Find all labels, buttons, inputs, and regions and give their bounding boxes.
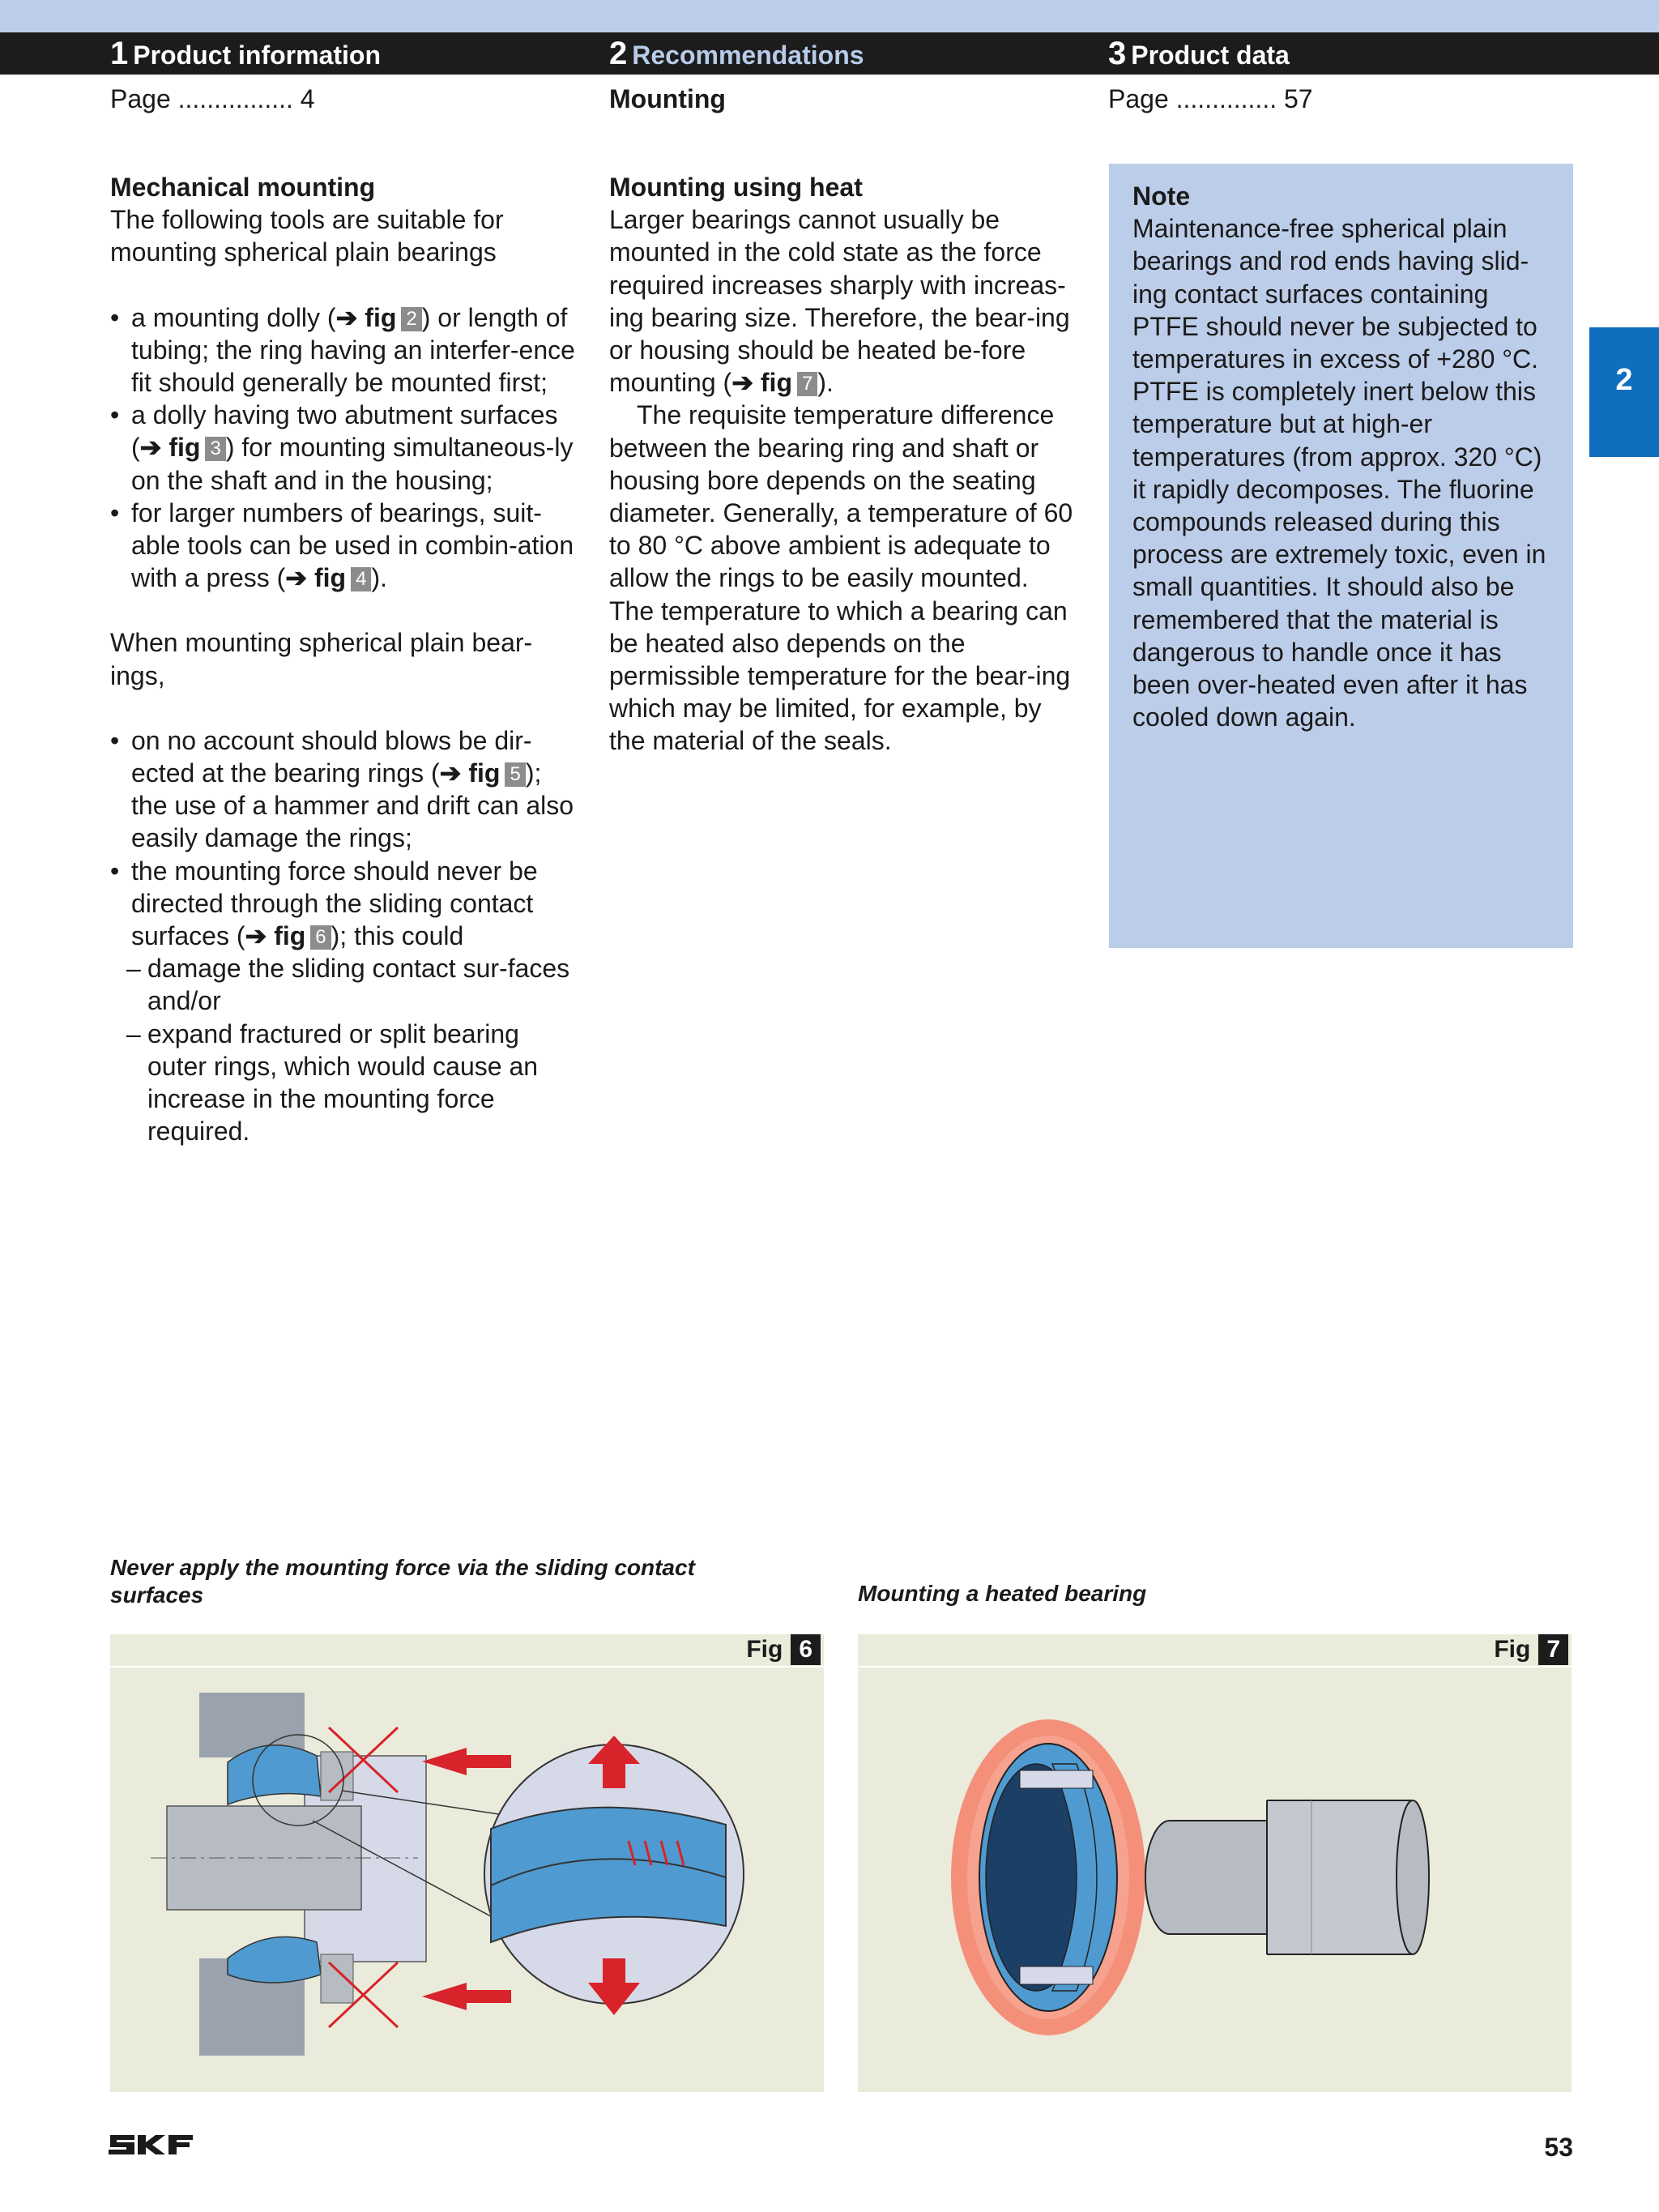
sub-list-item: – damage the sliding contact sur-faces and/or [126, 954, 570, 1016]
figure-reference-link[interactable]: ➔ fig [335, 302, 397, 332]
tab-number: 2 [609, 36, 628, 71]
tab-recommendations[interactable] [609, 32, 864, 75]
fig7-illustration [858, 1634, 1572, 2092]
figure-number-badge: 5 [505, 762, 525, 787]
figure-number-badge: 4 [351, 567, 371, 591]
tab-number: 1 [110, 36, 129, 71]
tab-number: 3 [1108, 36, 1127, 71]
force-arrow-icon [422, 1748, 467, 1775]
heading-mechanical-mounting: Mechanical mounting [110, 173, 376, 202]
intro-text: The following tools are suitable for mounting spherical plain bearings [110, 205, 504, 267]
figure-reference-link[interactable]: ➔ fig [139, 433, 201, 463]
section-tab-marker[interactable]: 2 [1589, 327, 1659, 457]
note-title: Note [1132, 181, 1191, 211]
top-color-band [0, 0, 1659, 32]
column-mounting-using-heat [609, 171, 1079, 758]
page-reference-product-data[interactable]: Page .............. 57 [1108, 84, 1313, 113]
figure-number-badge: 3 [205, 437, 225, 461]
list-item: • the mounting force should never be directed through the sliding contact surfaces (➔ fig 6 ); this could [110, 856, 538, 951]
list-item: • a dolly having two abutment surfaces (➔ fig 3 ) for mounting simultaneous-ly on the shaft and in the housing; [110, 400, 574, 495]
fig6-caption: Never apply the mounting force via the sliding contact surfaces [110, 1555, 695, 1608]
note-text: Maintenance-free spherical plain bearings and rod ends having slid-ing contact surfaces containing PTFE should never be subjected to temperatures in excess of +280 °C. PTFE is completely inert below this temperature but at high-er temperatures (from approx. 320 °C) it rapidly decomposes. The fluorine compounds released during this process are extremely toxic, even in small quantities. It should also be remembered that the material is dangerous to handle once it has been over-heated even after it has cooled down again. [1132, 214, 1546, 732]
sub-list-item: – expand fractured or split bearing outer rings, which would cause an increase in the mounting force required. [126, 1018, 539, 1147]
section-navigation-bar [0, 32, 1659, 75]
tab-label: Product information [133, 41, 382, 70]
figure-label: Fig 6 [746, 1634, 821, 1665]
heading-mounting-using-heat: Mounting using heat [609, 173, 863, 202]
note-content [1132, 180, 1558, 733]
figure-reference-link[interactable]: ➔ fig [285, 563, 347, 593]
paragraph: The requisite temperature difference between the bearing ring and shaft or housing bore depends on the seating diameter. Generally, a temperature of 60 to 80 °C above ambient is adequate to allow the rings to be easily mounted. The temperature to which a bearing can be heated also depends on the permissible temperature for the bear-ing which may be limited, for example, by the material of the seals. [609, 400, 1073, 756]
paragraph: When mounting spherical plain bear-ings, [110, 628, 533, 690]
list-item: • a mounting dolly (➔ fig 2 ) or length of tubing; the ring having an interfer-ence fit should generally be mounted first; [110, 302, 575, 398]
list-item: • for larger numbers of bearings, suit-able tools can be used in combin-ation with a press (➔ fig 4 ). [110, 497, 574, 593]
figure-reference-link[interactable]: ➔ fig [731, 368, 792, 398]
section-title: Mounting [609, 84, 726, 113]
skf-logo-graphic [109, 2135, 193, 2154]
figure-number-badge: 7 [797, 372, 817, 396]
page-reference-product-information[interactable]: Page ................ 4 [110, 84, 315, 113]
figure-number: 6 [791, 1634, 821, 1665]
figure-number: 7 [1538, 1634, 1568, 1665]
figure-6-panel [110, 1634, 824, 2092]
tab-label: Recommendations [632, 41, 864, 70]
figure-7-panel [858, 1634, 1572, 2092]
figure-reference-link[interactable]: ➔ fig [245, 921, 306, 951]
figure-label: Fig 7 [1494, 1634, 1568, 1665]
force-arrow-icon [422, 1983, 467, 2010]
fig6-illustration [110, 1634, 824, 2092]
fig7-caption: Mounting a heated bearing [858, 1581, 1147, 1606]
bearing-bottom [228, 1937, 321, 1983]
page-number: 53 [1544, 2133, 1573, 2162]
figure-number-badge: 6 [310, 925, 331, 950]
tab-label: Product data [1131, 41, 1290, 70]
figure-reference-link[interactable]: ➔ fig [439, 758, 501, 788]
figure-number-badge: 2 [401, 307, 421, 331]
tab-product-data[interactable] [1108, 32, 1290, 75]
list-item: • on no account should blows be dir-ected at the bearing rings (➔ fig 5 ); the use of a hammer and drift can also easily damage the rings; [110, 725, 574, 853]
skf-logo [109, 2135, 193, 2154]
tab-product-information[interactable] [110, 32, 381, 75]
paragraph: Larger bearings cannot usually be mounted in the cold state as the force required increases sharply with increas-ing bearing size. Therefore, the bear-ing or housing should be heated be-fore mounting (➔ fig 7 ). [609, 205, 1070, 398]
column-mechanical-mounting [110, 171, 580, 1147]
